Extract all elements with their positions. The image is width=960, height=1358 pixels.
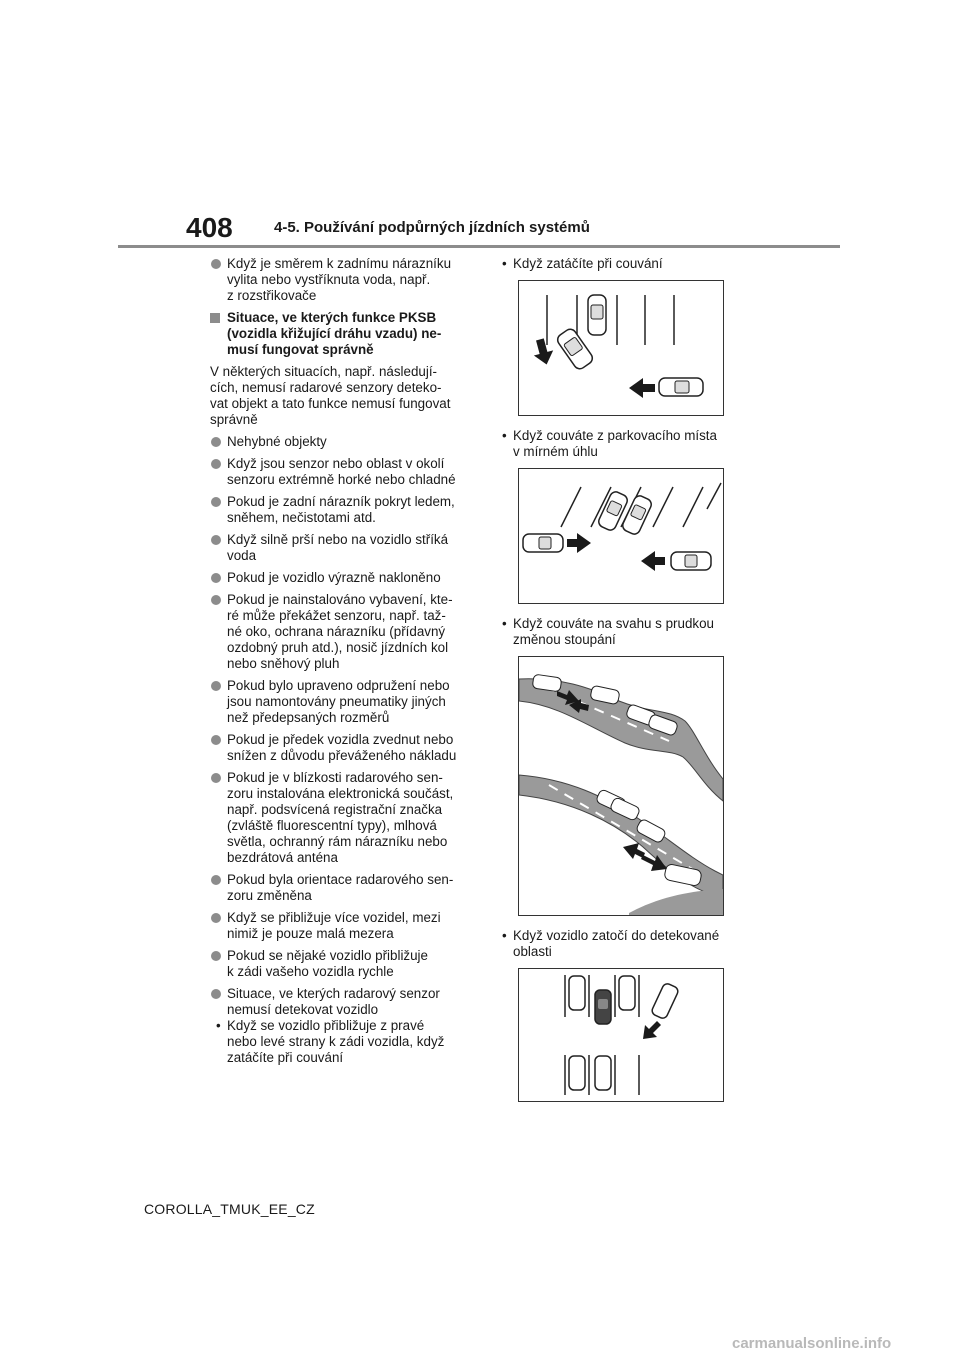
condition-bullet: Pokud je předek vozidla zvednut nebo snížen z důvodu převáženého nákladu — [210, 732, 472, 764]
car-icon — [588, 295, 606, 335]
situation-item: • Když couváte na svahu s prudkou změnou stoupání — [502, 616, 714, 647]
bullet-circle-icon — [211, 735, 221, 745]
sub-bullet-dot-icon: • — [502, 616, 507, 631]
figure-angled-parking — [518, 468, 724, 604]
car-icon — [595, 1056, 611, 1090]
left-column — [210, 256, 472, 1074]
car-icon — [595, 990, 611, 1024]
car-icon — [523, 534, 563, 552]
arrow-left-icon — [629, 378, 655, 398]
bullet-circle-icon — [211, 875, 221, 885]
arrow-left-icon — [641, 551, 665, 571]
bullet-circle-icon — [211, 951, 221, 961]
right-column — [496, 256, 736, 1114]
car-icon — [619, 976, 635, 1010]
situation-item: • Když vozidlo zatočí do detekované oblasti — [502, 928, 720, 959]
situation-item: • Když zatáčíte při couvání — [502, 256, 663, 271]
condition-bullet: Pokud bylo upraveno odpružení nebo jsou namontovány pneumatiky jiných než předepsaných rozměrů — [210, 678, 472, 726]
sub-bullet-dot-icon: • — [502, 256, 507, 271]
slope-illustration — [519, 657, 723, 915]
condition-bullet: Když se přibližuje více vozidel, mezi nimiž je pouze malá mezera — [210, 910, 472, 942]
arrow-down-icon — [530, 337, 556, 367]
arrow-down-left-icon — [643, 1021, 661, 1039]
header-rule — [118, 245, 840, 248]
figure-turn-into-area — [518, 968, 724, 1102]
bullet-circle-icon — [211, 913, 221, 923]
angled-parking-illustration — [519, 469, 723, 603]
bullet-circle-icon — [211, 595, 221, 605]
bullet-circle-icon — [211, 437, 221, 447]
bullet-circle-icon — [211, 773, 221, 783]
bullet-circle-icon — [211, 259, 221, 269]
condition-bullet: Pokud byla orientace radarového sen- zoru změněna — [210, 872, 472, 904]
condition-bullet: Pokud je nainstalováno vybavení, kte- ré může překážet senzoru, např. taž- né oko, ochrana nárazníku (přídavný ozdobný pruh atd.), nosič jízdních kol nebo sněhový pluh — [210, 592, 472, 672]
sub-bullet-dot-icon: • — [216, 1018, 221, 1033]
section-title: 4-5. Používání podpůrných jízdních systémů — [274, 219, 590, 236]
situation-item: • Když couváte z parkovacího místa v mírném úhlu — [502, 428, 717, 459]
sub-bullet: • Když se vozidlo přibližuje z pravé nebo levé strany k zádi vozidla, když zatáčíte při couvání — [216, 1018, 445, 1065]
watermark: carmanualsonline.info — [732, 1335, 892, 1352]
bullet-circle-icon — [211, 497, 221, 507]
condition-bullet: Když silně prší nebo na vozidlo stříká voda — [210, 532, 472, 564]
heading-square-icon — [210, 313, 220, 323]
car-icon — [555, 327, 594, 371]
intro-paragraph: V některých situacích, např. následují- cích, nemusí radarové senzory deteko- vat objekt a tato funkce nemusí fungovat správně — [210, 364, 451, 427]
condition-bullet: Situace, ve kterých radarový senzor nemusí detekovat vozidlo — [210, 986, 472, 1018]
bullet-circle-icon — [211, 459, 221, 469]
figure-turning-reverse — [518, 280, 724, 416]
footer-model-code: COROLLA_TMUK_EE_CZ — [144, 1201, 315, 1217]
condition-bullet: Když jsou senzor nebo oblast v okolí senzoru extrémně horké nebo chladné — [210, 456, 472, 488]
parking-turn-illustration — [519, 281, 723, 415]
car-icon — [659, 378, 703, 396]
page-number: 408 — [186, 212, 233, 243]
arrow-right-icon — [567, 533, 591, 553]
turn-into-area-illustration — [519, 969, 723, 1101]
bullet-circle-icon — [211, 573, 221, 583]
condition-bullet: Pokud je vozidlo výrazně nakloněno — [210, 570, 472, 586]
condition-bullet: Nehybné objekty — [210, 434, 472, 450]
car-icon — [671, 552, 711, 570]
bullet-circle-icon — [211, 989, 221, 999]
bullet-circle-icon — [211, 681, 221, 691]
figure-slope — [518, 656, 724, 916]
condition-bullet: Pokud je v blízkosti radarového sen- zoru instalována elektronická součást, např. podsvícená registrační značka (zvláště fluorescentní typy), mlhová světla, ochranný rám nárazníku nebo bezdrátová anténa — [210, 770, 472, 866]
sub-bullet-dot-icon: • — [502, 428, 507, 443]
condition-bullet: Pokud se nějaké vozidlo přibližuje k zádi vašeho vozidla rychle — [210, 948, 472, 980]
car-icon — [569, 976, 585, 1010]
lower-slope-bottom — [629, 889, 723, 915]
car-icon — [651, 982, 680, 1020]
car-icon — [569, 1056, 585, 1090]
sub-bullet-dot-icon: • — [502, 928, 507, 943]
page-header — [118, 212, 840, 248]
intro-bullet: Když je směrem k zadnímu nárazníku vylita nebo vystříknuta voda, např. z rozstřikovače — [210, 256, 472, 304]
bullet-circle-icon — [211, 535, 221, 545]
section-heading: Situace, ve kterých funkce PKSB (vozidla křižující dráhu vzadu) ne- musí fungovat správně — [210, 310, 472, 358]
condition-bullet: Pokud je zadní nárazník pokryt ledem, sněhem, nečistotami atd. — [210, 494, 472, 526]
